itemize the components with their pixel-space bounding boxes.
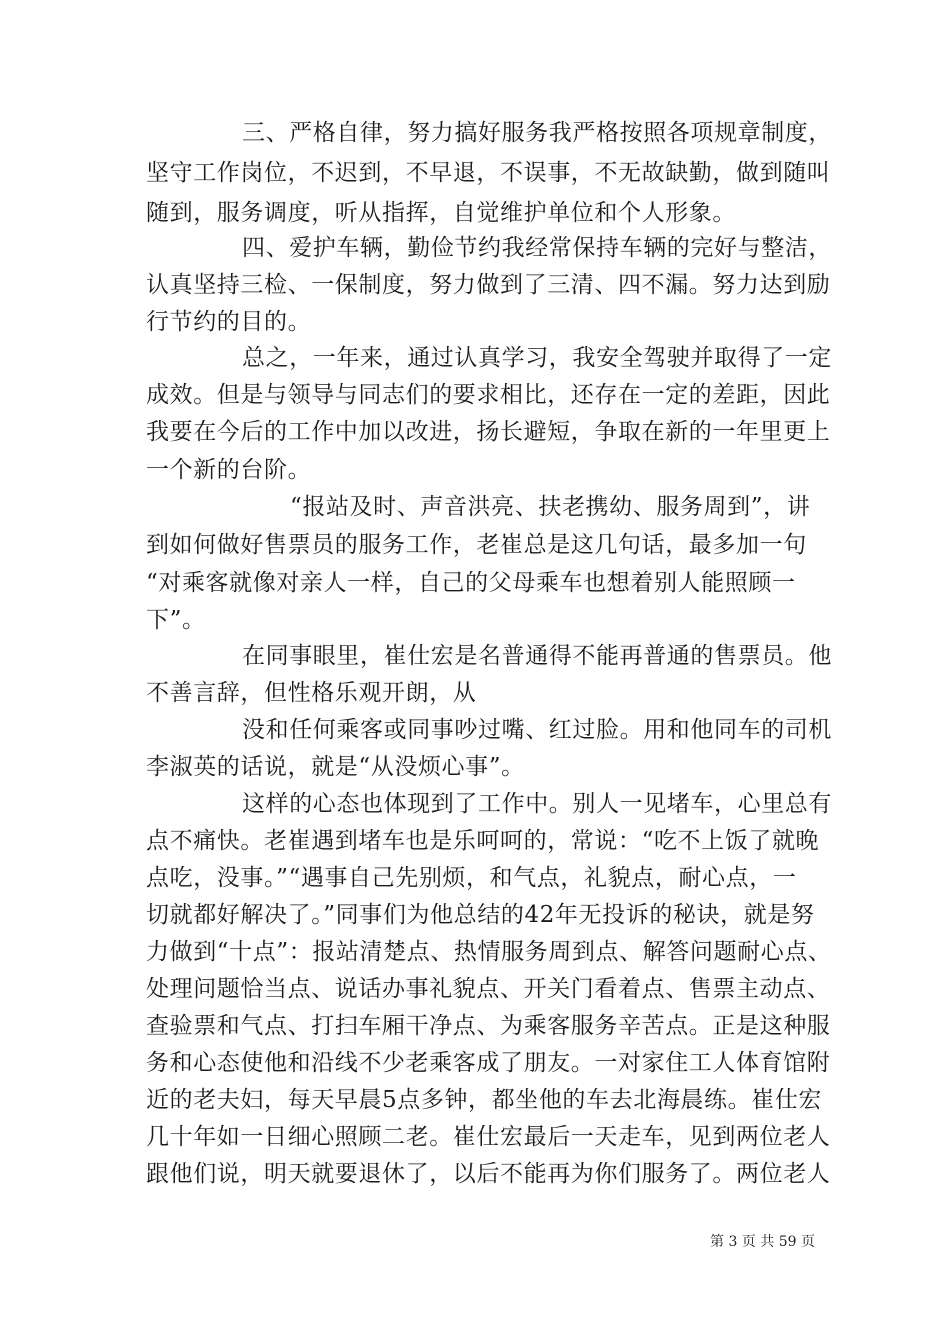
text-line: 行节约的目的。 [146,309,312,335]
text-line: 成效。但是与领导与同志们的要求相比，还存在一定的差距，因此 [146,382,831,408]
text-line: 几十年如一日细心照顾二老。崔仕宏最后一天走车，见到两位老人 [146,1124,831,1150]
text-line: 力做到“十点”：报站清楚点、热情服务周到点、解答问题耐心点、 [146,939,832,965]
text-line: 这样的心态也体现到了工作中。别人一见堵车，心里总有 [242,791,832,817]
text-line: 在同事眼里，崔仕宏是名普通得不能再普通的售票员。他 [242,643,832,669]
text-line: 下”。 [146,607,206,633]
text-line: 点不痛快。老崔遇到堵车也是乐呵呵的，常说：“吃不上饭了就晚 [146,828,820,854]
text-line: 近的老夫妇，每天早晨5点多钟，都坐他的车去北海晨练。崔仕宏 [146,1087,823,1113]
text-line: 随到，服务调度，听从指挥，自觉维护单位和个人形象。 [146,200,736,226]
page-indicator: 第 3 页 共 59 页 [710,1234,815,1250]
text-line: 到如何做好售票员的服务工作，老崔总是这几句话，最多加一句 [146,532,807,558]
text-line: 务和心态使他和沿线不少老乘客成了朋友。一对家住工人体育馆附 [146,1050,831,1076]
text-line: 一个新的台阶。 [146,457,312,483]
text-line: 三、严格自律，努力搞好服务我严格按照各项规章制度， [242,120,832,146]
text-line: 四、爱护车辆，勤俭节约我经常保持车辆的完好与整洁， [242,235,832,261]
text-line: “对乘客就像对亲人一样，自己的父母乘车也想着别人能照顾一 [146,570,796,596]
text-line: 认真坚持三检、一保制度，努力做到了三清、四不漏。努力达到励 [146,272,831,298]
text-line: “报站及时、声音洪亮、扶老携幼、服务周到”，讲 [290,494,811,520]
text-line: 我要在今后的工作中加以改进，扬长避短，争取在新的一年里更上 [146,419,831,445]
text-line: 不善言辞，但性格乐观开朗，从 [146,680,477,706]
text-line: 切就都好解决了。”同事们为他总结的42年无投诉的秘诀，就是努 [146,902,815,928]
text-line: 总之，一年来，通过认真学习，我安全驾驶并取得了一定 [242,345,832,371]
text-line: 李淑英的话说，就是“从没烦心事”。 [146,754,525,780]
text-line: 查验票和气点、打扫车厢干净点、为乘客服务辛苦点。正是这种服 [146,1013,831,1039]
text-line: 点吃，没事。”“遇事自己先别烦，和气点，礼貌点，耐心点，一 [146,865,797,891]
text-line: 没和任何乘客或同事吵过嘴、红过脸。用和他同车的司机 [242,717,832,743]
text-line: 处理问题恰当点、说话办事礼貌点、开关门看着点、售票主动点、 [146,976,831,1002]
text-line: 坚守工作岗位，不迟到，不早退，不误事，不无故缺勤，做到随叫 [146,160,831,186]
text-line: 跟他们说，明天就要退休了，以后不能再为你们服务了。两位老人 [146,1161,831,1187]
